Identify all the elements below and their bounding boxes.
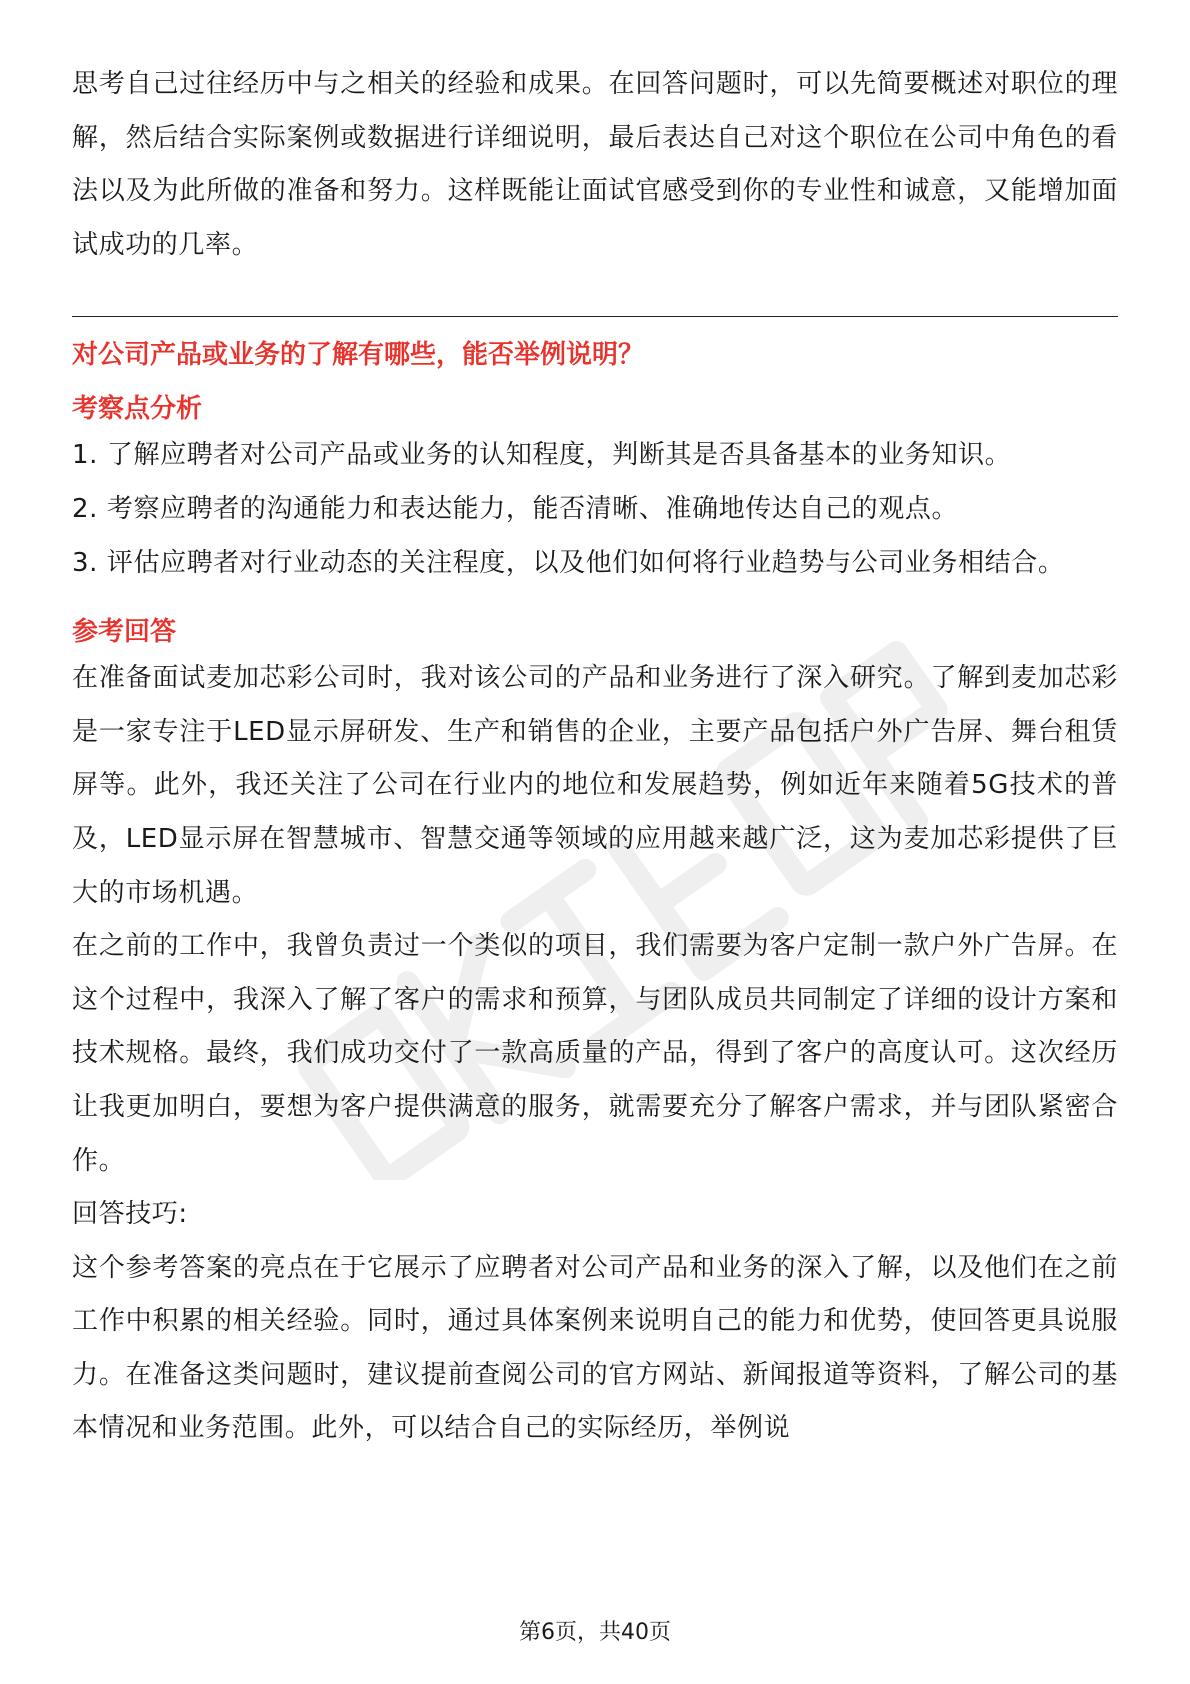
- page-content: [72, 58, 1118, 1456]
- intro-paragraph: 思考自己过往经历中与之相关的经验和成果。在回答问题时，可以先简要概述对职位的理解，然后结合实际案例或数据进行详细说明，最后表达自己对这个职位在公司中角色的看法以及为此所做的准备和努力。这样既能让面试官感受到你的专业性和诚意，又能增加面试成功的几率。: [72, 69, 1118, 260]
- reference-paragraph: 在准备面试麦加芯彩公司时，我对该公司的产品和业务进行了深入研究。了解到麦加芯彩是一家专注于LED显示屏研发、生产和销售的企业，主要产品包括户外广告屏、舞台租赁屏等。此外，我还关注了公司在行业内的地位和发展趋势，例如近年来随着5G技术的普及，LED显示屏在智慧城市、智慧交通等领域的应用越来越广泛，这为麦加芯彩提供了巨大的市场机遇。: [72, 663, 1118, 908]
- analysis-item: 2. 考察应聘者的沟通能力和表达能力，能否清晰、准确地传达自己的观点。: [72, 493, 959, 524]
- reference-heading: 参考回答: [72, 617, 177, 648]
- question-title: 对公司产品或业务的了解有哪些，能否举例说明？: [72, 340, 645, 371]
- analysis-heading: 考察点分析: [72, 394, 203, 425]
- tips-label: 回答技巧:: [72, 1199, 188, 1230]
- analysis-item: 1. 了解应聘者对公司产品或业务的认知程度，判断其是否具备基本的业务知识。: [72, 440, 1012, 471]
- tips-paragraph: 这个参考答案的亮点在于它展示了应聘者对公司产品和业务的深入了解，以及他们在之前工作中积累的相关经验。同时，通过具体案例来说明自己的能力和优势，使回答更具说服力。在准备这类问题时，建议提前查阅公司的官方网站、新闻报道等资料，了解公司的基本情况和业务范围。此外，可以结合自己的实际经历，举例说: [72, 1252, 1118, 1444]
- section-divider: [72, 316, 1118, 317]
- page-footer: 第6页，共40页: [519, 1620, 671, 1645]
- analysis-item: 3. 评估应聘者对行业动态的关注程度，以及他们如何将行业趋势与公司业务相结合。: [72, 547, 1065, 578]
- reference-paragraph: 在之前的工作中，我曾负责过一个类似的项目，我们需要为客户定制一款户外广告屏。在这个过程中，我深入了解了客户的需求和预算，与团队成员共同制定了详细的设计方案和技术规格。最终，我们成功交付了一款高质量的产品，得到了客户的高度认可。这次经历让我更加明白，要想为客户提供满意的服务，就需要充分了解客户需求，并与团队紧密合作。: [72, 931, 1118, 1176]
- analysis-list: [72, 429, 1118, 590]
